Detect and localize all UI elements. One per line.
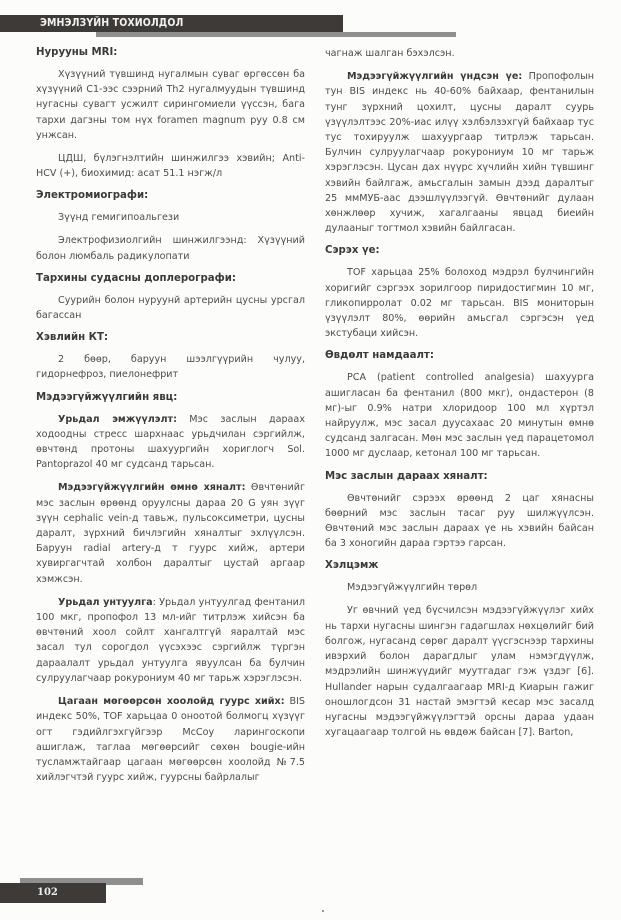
emg-text-1: Зүүнд гемигипоальгези	[58, 212, 180, 224]
page-number: 102	[37, 887, 58, 898]
header-accent-bar	[96, 32, 456, 37]
premedication-paragraph	[36, 412, 305, 473]
ct-heading: Хэвлийн КТ:	[36, 332, 109, 344]
discussion-text: Уг өвчний үед бүсчилсэн мэдээгүйжүүлэг хийх нь тархи нугасны шингэн гадагшлах нөхцөлийг бий болгож, нугасанд сөрөг даралт үүсгэснээр тархины ивэрхий болон дарагдлыг улам нэмэгдүүлж, мэдрэлийн шинжүүдийг муутгадаг гэж үздэг [6]. Hullander нарын судалгаагаар MRI-д Киарын гажиг оношлогдсон 31 настай эмэгтэй кесар мэс засалд нугасны мэдээгүйжүүлэгтэй орсны дараа удаан хугацаагаар толгой нь өвдөж байсан [7]. Barton,	[325, 605, 594, 739]
postop-heading: Мэс заслын дараах хяналт:	[325, 470, 488, 482]
preop-monitoring-text: Өвчтөнийг мэс заслын өрөөнд оруулсны дараа 20 G уян зүүг зүүн cephalic vein-д тавьж, пульсоксиметри, цусны даралт, зүрхний бичлэгийн хяналтыг эхлүүлсэн. Баруун radial artery-д т гуурс хийж, артери хувиргагчтай холбон даралтыг цустай аргаар хэмжсэн.	[36, 482, 306, 585]
induction-label: Урьдал унтуулга	[58, 596, 153, 608]
analgesia-text: PCA (patient controlled analgesia) шахуурга ашигласан ба фентанил (800 мкг), ондастерон (8 мг)-ыг 0.9% натри хлоридоор 100 мл хүртэл найруулж, мэс засал дуусахаас 20 минутын өмнө судсанд залгасан. Мөн мэс заслын үед парацетомол 1000 мг дуслаар, кетонал 100 мг тарьсан.	[325, 372, 594, 460]
induction-paragraph	[36, 595, 305, 686]
anesthesia-heading: Мэдээгүйжүүлгийн явц:	[36, 391, 178, 403]
mri-heading: Нурууны MRI:	[36, 47, 118, 58]
maintenance-label: Мэдээгүйжүүлгийн үндсэн үе:	[347, 71, 523, 83]
continuation-text: чагнаж шалган бэхэлсэн.	[325, 48, 455, 59]
maintenance-text: Пропофолын тун BIS индекс нь 40-60% байхаар, фентанилын тунг зүрхний цохилт, цусны даралт суурь үзүүлэлтээс 20%-иас илүү хэлбэлзэхгүй байхаар тус тус тохируулж шахуургаар титрлэж тарьсан. Булчин сулруулагчаар рокурониум 10 мг тарьж хэрэглэсэн. Цусан дах нүүрс хүчлийн хийн түвшинг хэвийн байлгаж, амьсгалын замын дээд даралтыг 25 ммМУБ-аас дээшлүүлээгүй. Өвчтөнийг дулаан хөнжлөөр хучиж, хагалгааны явцад биеийн дулааныг тогтмол хэвийн байлгасан.	[325, 71, 595, 235]
premedication-label: Урьдал эмжүүлэлт:	[58, 413, 177, 425]
left-column	[36, 46, 305, 793]
induction-text: : Урьдал унтуулгад фентанил 100 мкг, пропофол 13 мл-ийг титрлэж хийсэн ба өвчтөний хоол сойлт хангалтгүй яаралтай мэс засал тул сорогдол үүсэхээс сэргийлж түргэн дараалалт урьдал унтуулга явуулсан ба булчин сулруулагчаар рокурониум 40 мг тарьж хэрэглэсэн.	[36, 596, 305, 684]
postop-text: Өвчтөнийг сэрээх өрөөнд 2 цаг хянасны бөөрний мэс заслын тасаг руу шилжүүлсэн. Өвчтөний мэс заслын дараах үе нь хэвийн байсан ба 3 хоногийн дараа гэртээ гарсан.	[325, 492, 594, 550]
premedication-text: Мэс заслын дараах ходоодны стресс шархнаас урьдчилан сэргийлж, өвчтөнд протоны шахуургийн хориглогч Sol. Pantoprazol 40 мг судсанд тарьсан.	[36, 413, 305, 471]
intubation-label: Цагаан мөгөөрсөн хоолойд гуурс хийх:	[58, 696, 285, 708]
discussion-subheading: Мэдээгүйжүүлгийн төрөл	[347, 582, 478, 594]
scan-speck	[322, 910, 324, 912]
preop-monitoring-label: Мэдээгүйжүүлгийн өмнө хяналт:	[58, 482, 246, 494]
doppler-text: Суурийн болон нуруунй артерийн цусны урсгал багассан	[36, 294, 305, 322]
emg-heading: Электромиографи:	[36, 190, 149, 202]
mri-text: Хүзүүний түвшинд нугалмын суваг өргөссөн ба хүзүүний С1-ээс сээрний Th2 нугалмуудын түвшинд нугасны сувагт усжилт сирингомиели үүссэн, бага тархи дагзны том нүх foramen magnum руу 0.8 см унжсан.	[36, 69, 305, 141]
emergence-heading: Сэрэх үе:	[325, 245, 380, 257]
emergence-text: TOF харьцаа 25% болоход мэдрэл булчингийн хоригийг сэргээх зорилгоор пиридостигмин 10 мг, гликопирролат 0.02 мг тарьсан. BIS мониторын үзүүлэлт 80%, өөрийн амьсгал сэргэсэн үед экстубаци хийсэн.	[325, 267, 594, 340]
labs-text: ЦДШ, бүлэгнэлтийн шинжилгээ хэвийн; Anti-HCV (+), биохимид: асат 51.1 нэгж/л	[36, 153, 305, 180]
right-column	[325, 46, 594, 748]
ct-text: 2 бөөр, баруун шээлгүүрийн чулуу, гидорнефроз, пиелонефрит	[36, 354, 305, 381]
preop-monitoring-paragraph	[36, 480, 305, 586]
analgesia-heading: Өвдөлт намдаалт:	[325, 350, 434, 362]
intubation-paragraph	[36, 694, 305, 785]
section-title: ЭМНЭЛЗҮЙН ТОХИОЛДОЛ	[40, 17, 184, 29]
intubation-text: BIS индекс 50%, TOF харьцаа 0 оноотой болмогц хүзүүг огт гэдийлгэхгүйгээр McCoy ларингоскопи ашиглаж, таглаа мөгөөрсийг сөхөн bougie-ийн тусламжтайгаар цагаан мөгөөрсөн хоолойд №7.5 хийлэгчтэй гуурс хийж, гуурсны байрлалыг	[36, 696, 305, 784]
discussion-heading: Хэлцэмж	[325, 560, 379, 572]
emg-text-2: Электрофизиолгийн шинжилгээнд: Хүзүүний болон люмбаль радикулопати	[36, 235, 305, 262]
maintenance-paragraph	[325, 69, 594, 236]
doppler-heading: Тархины судасны доплерографи:	[36, 272, 236, 284]
